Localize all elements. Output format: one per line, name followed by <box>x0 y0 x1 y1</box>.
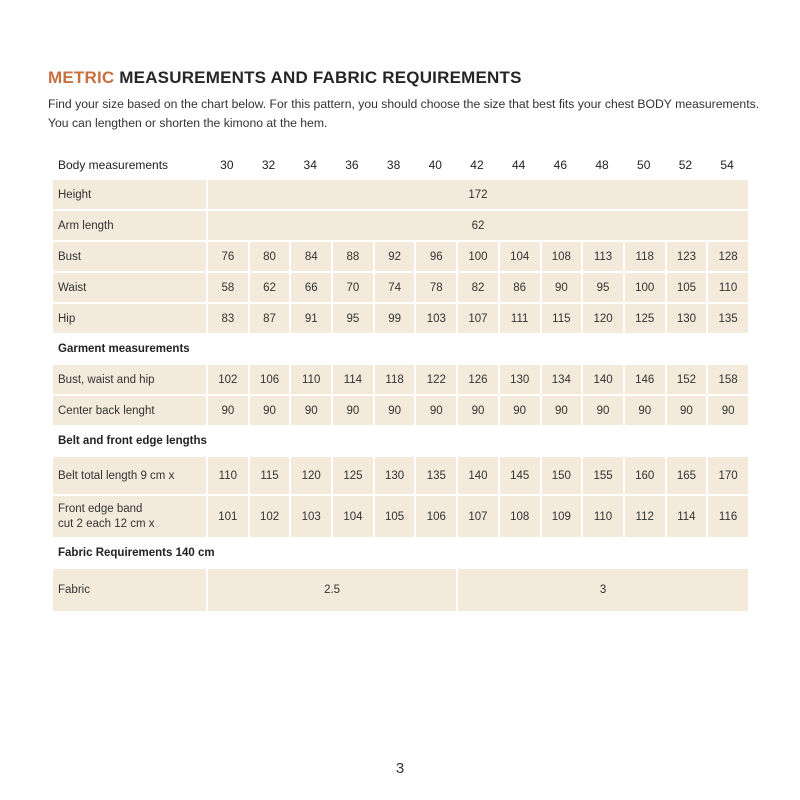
title-accent: METRIC <box>48 68 115 87</box>
table-cell: 130 <box>373 457 415 494</box>
table-cell: 118 <box>373 365 415 394</box>
table-cell: 100 <box>623 273 665 302</box>
section-heading-fabric: Fabric Requirements 140 cm <box>58 547 215 559</box>
row-label: Center back lenght <box>53 396 206 425</box>
table-cell: 118 <box>623 242 665 271</box>
table-cell: 134 <box>540 365 582 394</box>
table-cell: 152 <box>665 365 707 394</box>
size-header: 32 <box>261 158 276 172</box>
table-cell: 112 <box>623 496 665 537</box>
table-cell: 90 <box>623 396 665 425</box>
table-cell: 126 <box>456 365 498 394</box>
table-cell: 78 <box>414 273 456 302</box>
table-cell: 172 <box>206 180 748 209</box>
table-cell: 160 <box>623 457 665 494</box>
table-cell: 95 <box>581 273 623 302</box>
size-header: 38 <box>386 158 401 172</box>
table-cell: 90 <box>206 396 248 425</box>
table-cell: 110 <box>706 273 748 302</box>
table-cell: 95 <box>331 304 373 333</box>
table-cell: 76 <box>206 242 248 271</box>
table-cell: 90 <box>289 396 331 425</box>
table-cell: 130 <box>498 365 540 394</box>
table-cell: 90 <box>540 273 582 302</box>
table-cell: 91 <box>289 304 331 333</box>
table-row-waist <box>53 273 748 302</box>
size-chart-table <box>53 153 748 613</box>
row-label <box>53 496 206 537</box>
page-number: 3 <box>395 760 405 777</box>
section-heading-belt: Belt and front edge lengths <box>58 435 207 447</box>
table-cell: 104 <box>498 242 540 271</box>
intro-line-2: You can lengthen or shorten the kimono at the hem. <box>48 116 328 130</box>
table-cell: 3 <box>456 569 748 611</box>
table-cell: 122 <box>414 365 456 394</box>
table-cell: 92 <box>373 242 415 271</box>
table-cell: 99 <box>373 304 415 333</box>
table-cell: 62 <box>206 211 748 240</box>
table-cell: 82 <box>456 273 498 302</box>
table-cell: 155 <box>581 457 623 494</box>
table-cell: 107 <box>456 304 498 333</box>
table-cell: 101 <box>206 496 248 537</box>
table-cell: 165 <box>665 457 707 494</box>
table-cell: 110 <box>289 365 331 394</box>
table-cell: 90 <box>581 396 623 425</box>
section-heading-garment: Garment measurements <box>58 343 190 355</box>
table-cell: 150 <box>540 457 582 494</box>
table-cell: 114 <box>665 496 707 537</box>
table-cell: 90 <box>456 396 498 425</box>
table-cell: 106 <box>414 496 456 537</box>
table-cell: 100 <box>456 242 498 271</box>
table-row-front-edge <box>53 496 748 537</box>
table-cell: 58 <box>206 273 248 302</box>
size-header: 54 <box>720 158 734 172</box>
table-cell: 70 <box>331 273 373 302</box>
table-cell: 110 <box>581 496 623 537</box>
table-row-bust-waist-hip <box>53 365 748 394</box>
table-cell: 111 <box>498 304 540 333</box>
table-cell: 105 <box>373 496 415 537</box>
size-header: 36 <box>345 158 359 172</box>
row-label: Hip <box>53 304 206 333</box>
table-cell: 105 <box>665 273 707 302</box>
table-cell: 103 <box>414 304 456 333</box>
table-cell: 120 <box>289 457 331 494</box>
table-cell: 125 <box>331 457 373 494</box>
table-cell: 90 <box>540 396 582 425</box>
table-cell: 103 <box>289 496 331 537</box>
table-cell: 87 <box>248 304 290 333</box>
table-cell: 113 <box>581 242 623 271</box>
table-cell: 96 <box>414 242 456 271</box>
intro-text <box>48 95 768 133</box>
table-row-center-back <box>53 396 748 425</box>
table-cell: 108 <box>540 242 582 271</box>
size-header: 40 <box>428 158 442 172</box>
table-cell: 140 <box>456 457 498 494</box>
table-cell: 106 <box>248 365 290 394</box>
table-cell: 107 <box>456 496 498 537</box>
table-cell: 145 <box>498 457 540 494</box>
table-cell: 114 <box>331 365 373 394</box>
table-cell: 88 <box>331 242 373 271</box>
row-label: Height <box>53 180 206 209</box>
table-row-hip <box>53 304 748 333</box>
row-label: Fabric <box>53 569 206 611</box>
table-row-fabric <box>53 569 748 611</box>
size-header: 46 <box>553 158 568 172</box>
table-cell: 102 <box>248 496 290 537</box>
table-cell: 123 <box>665 242 707 271</box>
intro-line-1: Find your size based on the chart below. For this pattern, you should choose the size that best fits your chest BODY measurements. <box>48 97 760 111</box>
page-title <box>48 68 522 88</box>
row-label: Bust <box>53 242 206 271</box>
table-cell: 110 <box>206 457 248 494</box>
table-cell: 108 <box>498 496 540 537</box>
row-label-line-2: cut 2 each 12 cm x <box>58 517 155 530</box>
table-cell: 104 <box>331 496 373 537</box>
table-cell: 120 <box>581 304 623 333</box>
size-header: 34 <box>303 158 317 172</box>
table-cell: 102 <box>206 365 248 394</box>
table-cell: 86 <box>498 273 540 302</box>
table-cell: 83 <box>206 304 248 333</box>
size-header: 50 <box>637 158 651 172</box>
table-cell: 140 <box>581 365 623 394</box>
table-cell: 109 <box>540 496 582 537</box>
size-header: 44 <box>511 158 526 172</box>
table-cell: 66 <box>289 273 331 302</box>
table-cell: 130 <box>665 304 707 333</box>
table-cell: 135 <box>414 457 456 494</box>
table-cell: 90 <box>248 396 290 425</box>
table-row-belt <box>53 457 748 494</box>
table-row-arm-length <box>53 211 748 240</box>
row-label: Belt total length 9 cm x <box>53 457 206 494</box>
row-label: Bust, waist and hip <box>53 365 206 394</box>
header-label: Body measurements <box>58 158 169 172</box>
table-cell: 84 <box>289 242 331 271</box>
table-cell: 2.5 <box>206 569 456 611</box>
table-cell: 125 <box>623 304 665 333</box>
table-cell: 158 <box>706 365 748 394</box>
title-rest: MEASUREMENTS AND FABRIC REQUIREMENTS <box>114 68 522 87</box>
row-label-line-1: Front edge band <box>58 502 143 515</box>
size-header: 30 <box>220 158 234 172</box>
table-cell: 170 <box>706 457 748 494</box>
table-cell: 116 <box>706 496 748 537</box>
table-cell: 80 <box>248 242 290 271</box>
table-cell: 128 <box>706 242 748 271</box>
table-cell: 90 <box>414 396 456 425</box>
table-cell: 74 <box>373 273 415 302</box>
row-label: Arm length <box>53 211 206 240</box>
table-cell: 90 <box>665 396 707 425</box>
size-header: 48 <box>595 158 609 172</box>
table-cell: 135 <box>706 304 748 333</box>
table-cell: 90 <box>373 396 415 425</box>
table-cell: 90 <box>498 396 540 425</box>
size-header: 42 <box>470 158 484 172</box>
table-cell: 62 <box>248 273 290 302</box>
size-header: 52 <box>678 158 693 172</box>
row-label: Waist <box>53 273 206 302</box>
table-cell: 90 <box>706 396 748 425</box>
table-cell: 146 <box>623 365 665 394</box>
table-cell: 115 <box>248 457 290 494</box>
table-header-row <box>53 153 748 177</box>
table-cell: 115 <box>540 304 582 333</box>
table-row-height <box>53 180 748 209</box>
table-cell: 90 <box>331 396 373 425</box>
table-row-bust <box>53 242 748 271</box>
